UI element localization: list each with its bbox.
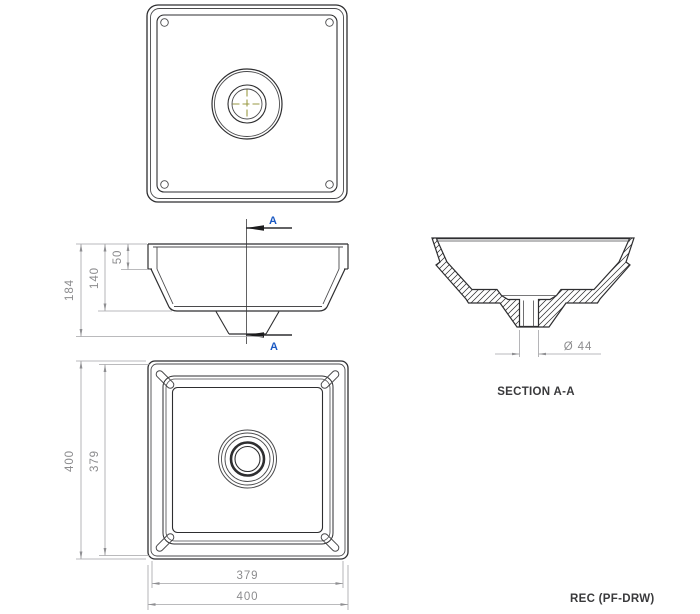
drain-diameter-dimension	[495, 330, 601, 357]
bottom-view-base-face	[173, 388, 323, 533]
top-view-corner-fillet	[161, 181, 169, 189]
section-wall-cut	[432, 238, 634, 327]
dim-inner-width: 379	[236, 570, 259, 582]
bottom-view-wall-edge-inner	[166, 379, 330, 541]
dim-bowl-height: 140	[89, 267, 101, 289]
front-drain-slope-left	[216, 312, 229, 335]
bottom-view-corner-ridge	[155, 532, 176, 553]
top-view-corner-fillet	[326, 181, 334, 189]
front-view	[64, 215, 348, 353]
drawing-type-label: REC (PF-DRW)	[570, 593, 655, 605]
bottom-view-wall-edge	[163, 376, 333, 544]
bottom-view-dimensions	[64, 361, 348, 610]
dim-overall-depth: 400	[64, 450, 76, 472]
bottom-view-corner-ridge	[320, 532, 341, 553]
section-label-top: A	[269, 215, 277, 227]
bottom-view-outer-rim	[148, 361, 348, 559]
front-drain-slope-right	[266, 312, 279, 335]
top-view-corner-fillet	[326, 19, 334, 27]
dim-overall-height: 184	[64, 279, 76, 301]
front-bottom	[169, 307, 327, 311]
section-label-bottom: A	[270, 341, 278, 353]
top-view	[147, 5, 347, 202]
dim-rim-height: 50	[112, 249, 124, 265]
bottom-view-outer-rim-inner-edge	[151, 364, 345, 556]
section-view-title: SECTION A-A	[497, 386, 575, 398]
section-arrow-bottom-icon	[246, 332, 264, 338]
section-aa-view	[432, 238, 634, 398]
dim-overall-width: 400	[236, 591, 259, 603]
dim-inner-depth: 379	[89, 450, 101, 472]
bottom-view-drain-boss	[219, 430, 277, 488]
top-view-corner-fillet	[161, 19, 169, 27]
section-arrow-top-icon	[246, 225, 264, 231]
front-view-dimensions	[64, 244, 263, 337]
dim-drain-diameter: Ø 44	[563, 341, 593, 353]
centermark-icon	[233, 90, 262, 119]
section-cut-line	[246, 215, 292, 353]
bottom-view	[64, 361, 348, 610]
